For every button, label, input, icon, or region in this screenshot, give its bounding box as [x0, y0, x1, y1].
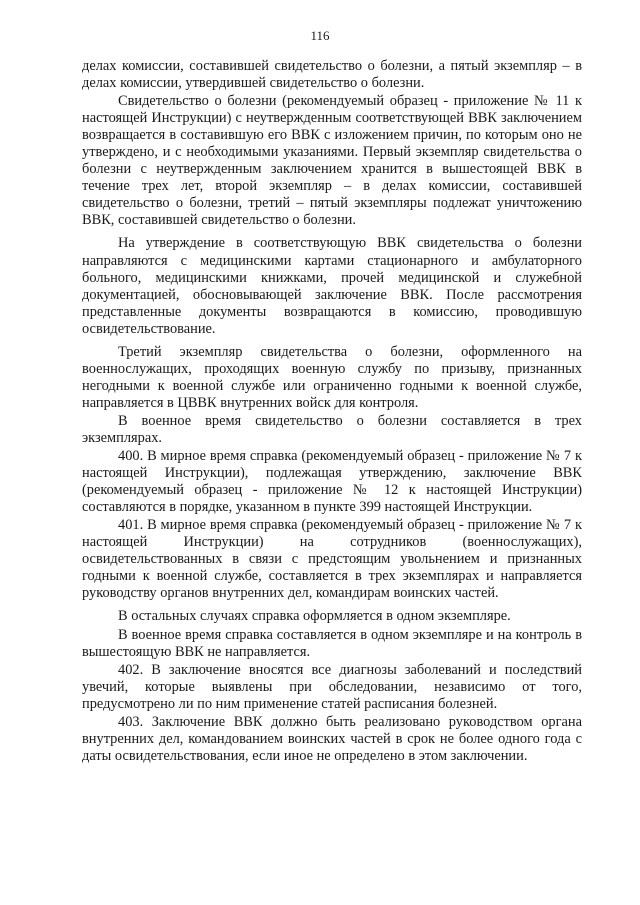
paragraph-other-cases: В остальных случаях справка оформляется в одном экземпляре. [118, 608, 511, 625]
paragraph-wartime-reference: В военное время справка составляется в одном экземпляре и на контроль в вышестоящую ВВК не направляется. [82, 626, 582, 660]
paragraph-certificate-approval: На утверждение в соответствующую ВВК свидетельства о болезни направляются с медицинскими картами стационарного и амбулаторного больного, медицинскими книжками, прочей медицинской и служебной документацией, обосновывающей заключение ВВК. После рассмотрения представленные документы возвращаются в комиссию, проводившую освидетельствование. [82, 235, 582, 337]
paragraph-wartime-certificate: В военное время свидетельство о болезни составляется в трех экземплярах. [82, 412, 582, 446]
paragraph-third-copy: Третий экземпляр свидетельства о болезни, оформленного на военнослужащих, проходящих военную службу по призыву, признанных негодными к военной службе или ограниченно годными к военной службе, направляется в ЦВВК внутренних войск для контроля. [82, 343, 582, 411]
paragraph-item-403: 403. Заключение ВВК должно быть реализовано руководством органа внутренних дел, командованием воинских частей в срок не более одного года с даты освидетельствования, если иное не определено в этом заключении. [82, 713, 582, 764]
paragraph-continuation: делах комиссии, составившей свидетельство о болезни, а пятый экземпляр – в делах комиссии, утвердившей свидетельство о болезни. [82, 58, 582, 92]
paragraph-item-400: 400. В мирное время справка (рекомендуемый образец - приложение № 7 к настоящей Инструкции), подлежащая утверждению, заключение ВВК (рекомендуемый образец - приложение № 12 к настоящей Инструкции) составляются в порядке, указанном в пункте 399 настоящей Инструкции. [82, 448, 582, 516]
paragraph-item-402: 402. В заключение вносятся все диагнозы заболеваний и последствий увечий, которые выявлены при обследовании, независимо от того, предусмотрено ли по ним применение статей расписания болезней. [82, 661, 582, 712]
paragraph-certificate-return: Свидетельство о болезни (рекомендуемый образец - приложение № 11 к настоящей Инструкции) с неутвержденным соответствующей ВВК заключением возвращается в составившую его ВВК с изложением причин, по которым оно не утверждено, и с необходимыми указаниями. Первый экземпляр свидетельства о болезни с неутвержденным заключением хранится в вышестоящей ВВК в течение трех лет, второй экземпляр – в делах комиссии, составившей свидетельство о болезни, третий – пятый экземпляры подлежат уничтожению ВВК, составившей свидетельство о болезни. [82, 93, 582, 229]
page-number: 116 [310, 28, 330, 43]
paragraph-item-401: 401. В мирное время справка (рекомендуемый образец - приложение № 7 к настоящей Инструкции) на сотрудников (военнослужащих), освидетельствованных в связи с предстоящим увольнением и признанных годными к военной службе, составляется в трех экземплярах и направляется руководству органов внутренних дел, командирам воинских частей. [82, 517, 582, 602]
document-body [82, 58, 582, 766]
